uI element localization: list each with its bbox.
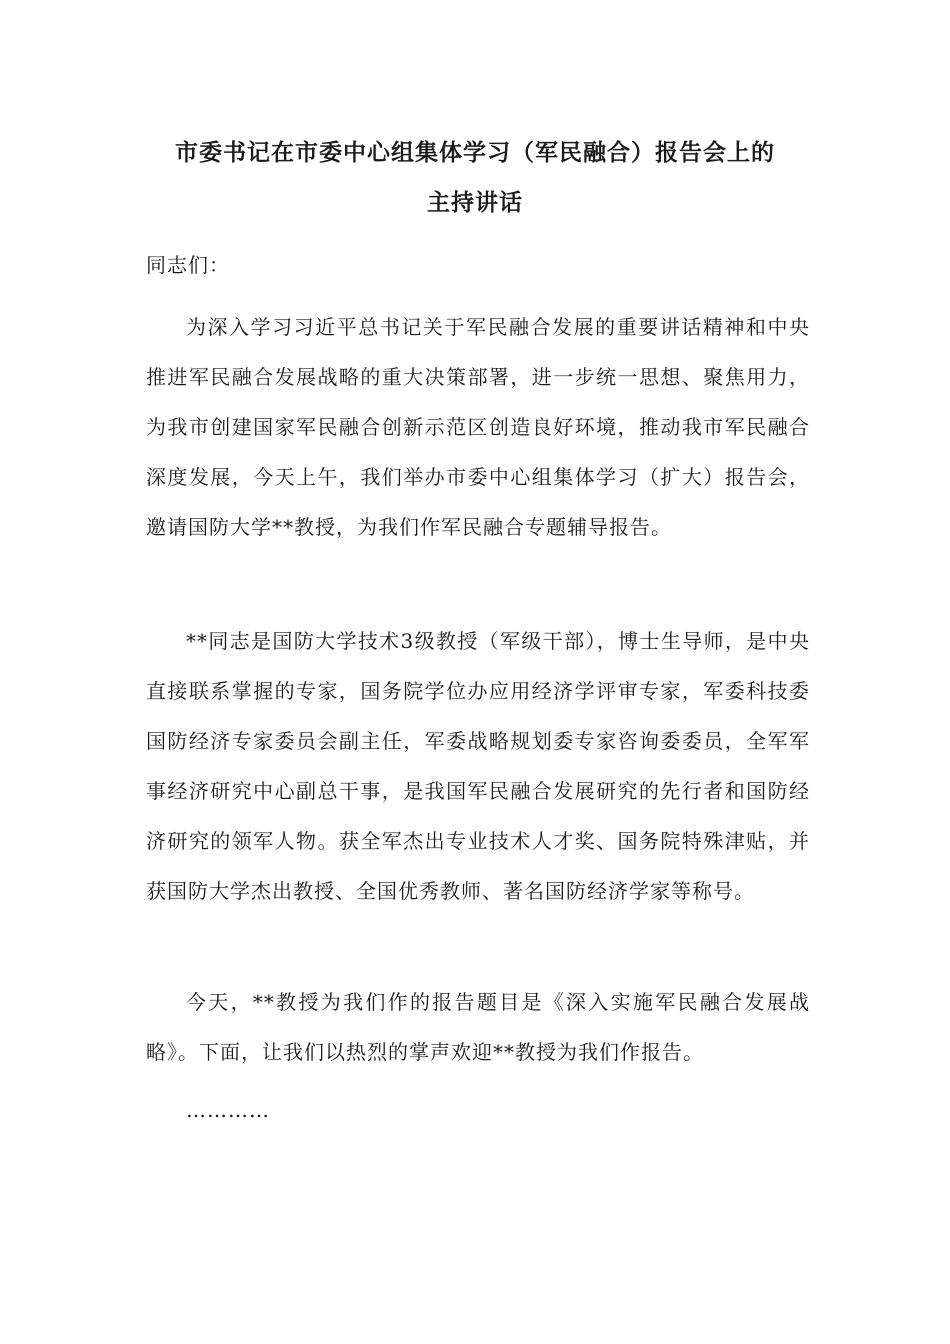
document-title xyxy=(140,128,810,228)
title-line-2: 主持讲话 xyxy=(427,190,523,216)
paragraph-report-topic: 今天，**教授为我们作的报告题目是《深入实施军民融合发展战略》。下面，让我们以热烈的掌声欢迎**教授为我们作报告。 xyxy=(146,990,810,1064)
paragraph-ellipsis: ………… xyxy=(186,1098,270,1122)
paragraph-intro: 为深入学习习近平总书记关于军民融合发展的重要讲话精神和中央推进军民融合发展战略的重大决策部署，进一步统一思想、聚焦用力，为我市创建国家军民融合创新示范区创造良好环境，推动我市军民融合深度发展，今天上午，我们举办市委中心组集体学习（扩大）报告会，邀请国防大学**教授，为我们作军民融合专题辅导报告。 xyxy=(146,315,810,539)
paragraph-speaker-bio: **同志是国防大学技术3级教授（军级干部），博士生导师，是中央直接联系掌握的专家，国务院学位办应用经济学评审专家，军委科技委国防经济专家委员会副主任，军委战略规划委专家咨询委委员，全军军事经济研究中心副总干事，是我国军民融合发展研究的先行者和国防经济研究的领军人物。获全军杰出专业技术人才奖、国务院特殊津贴，并获国防大学杰出教授、全国优秀教师、著名国防经济学家等称号。 xyxy=(146,629,810,903)
title-line-1: 市委书记在市委中心组集体学习（军民融合）报告会上的 xyxy=(175,140,775,166)
salutation: 同志们： xyxy=(146,253,230,277)
